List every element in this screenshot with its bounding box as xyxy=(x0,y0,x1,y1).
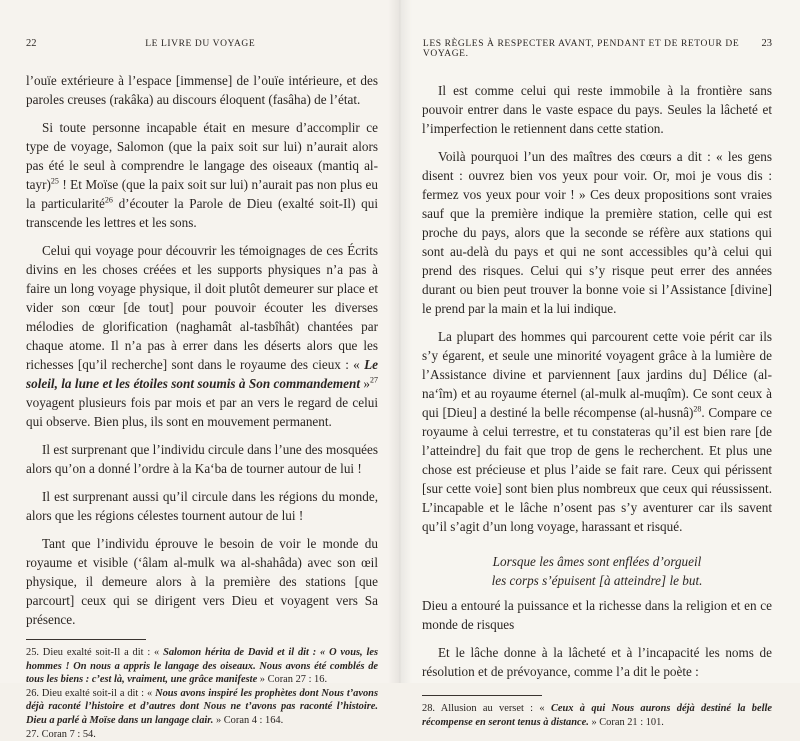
text-run: Celui qui voyage pour découvrir les témoignages de ces Écrits divins en les choses créées et les supports physiques n’a pas à faire un long voyage physique, il doit plutôt demeurer sur place et vider son cœur [de tout] pour pouvoir écouter les diverses mélodies de glorification (naghamât al-tasbîhât) chantées par chaque atome. Il n’a pas à errer dans les déserts alors que les richesses [qu’il recherche] sont dans le royaume des cieux : « xyxy=(26,243,378,372)
paragraph: Voilà pourquoi l’un des maîtres des cœurs a dit : « les gens disent : ouvrez bien vos yeux pour voir. Or, moi je vous dis : fermez vos yeux pour voir ! » Ces deux propositions sont vraies sauf que la première indique la première station, celle qui est proche du pays, alors que la seconde se réfère aux stations qui sont au-delà du pays et qui ne sont accessibles qu’à celui qui prend des risques. Celui qui s’y risque peut errer des années durant ou bien peut trouver la bonne voie si l’Assistance [divine] le prend par la main et la lui indique. xyxy=(422,149,772,316)
footnote xyxy=(26,687,378,728)
left-body-text xyxy=(26,71,378,629)
page-number: 22 xyxy=(26,38,37,49)
paragraph: Il est surprenant aussi qu’il circule dans les régions du monde, alors que les régions célestes tournent autour de lui ! xyxy=(26,489,378,523)
footnote-quote: Salomon hérita de David et il dit : « O vous, les hommes ! On nous a appris le langage des oiseaux. Nous avons été comblés de tous les biens : c’est là, vraiment, une grâce manifeste xyxy=(26,647,378,686)
quran-quote: Le soleil, la lune et les étoiles sont soumis à Son commandement xyxy=(26,357,378,391)
paragraph xyxy=(422,327,772,536)
paragraph: Il est surprenant que l’individu circule dans l’une des mosquées alors qu’on a donné l’ordre à la Ka‘ba de tourner autour de lui ! xyxy=(26,442,378,476)
paragraph: Et le lâche donne à la lâcheté et à l’incapacité les noms de résolution et de prévoyance, comme l’a dit le poète : xyxy=(422,645,772,679)
footnote-quote: Nous avons inspiré les prophètes dont Nous t’avons déjà raconté l’histoire et d’autres dont Nous ne t’avons pas raconté l’histoire. Dieu a parlé à Moïse dans un langage clair. xyxy=(26,687,378,726)
page-number: 23 xyxy=(761,38,772,49)
text-run: voyagent plusieurs fois par mois et par an vers le regard de celui qui observe. Bien plus, ils sont en mouvement permanent. xyxy=(26,395,378,429)
left-footnotes xyxy=(26,646,378,741)
paragraph: l’ouïe extérieure à l’espace [immense] de l’ouïe intérieure, et des paroles creuses (rakâka) au discours éloquent (fasâha) de l’état. xyxy=(26,73,378,107)
left-page-header xyxy=(26,38,378,49)
poem-line: Lorsque les âmes sont enflées d’orgueil xyxy=(492,554,702,569)
right-footnotes xyxy=(422,702,772,729)
footnote-tail: » Coran 21 : 101. xyxy=(591,716,664,728)
poem-line: les corps s’épuisent [à atteindre] le but. xyxy=(491,573,703,588)
footnote-rule xyxy=(422,695,542,696)
footnote-ref[interactable]: 26 xyxy=(104,195,113,205)
text-run: d’écouter la Parole de Dieu (exalté soit-Il) qui transcende les lettres et les sons. xyxy=(26,196,378,230)
paragraph xyxy=(26,118,378,232)
left-page xyxy=(0,0,400,740)
footnote xyxy=(26,646,378,687)
right-page xyxy=(400,0,800,728)
footnote xyxy=(26,728,378,741)
paragraph xyxy=(26,241,378,431)
right-body-text xyxy=(422,81,772,681)
text-run: La plupart des hommes qui parcourent cette voie périt car ils s’y égarent, et seule une minorité voyagent grâce à la lumière de l’Assistance divine et parviennent [aux jardins du] Délice (al-na‘îm) et au royaume éternel (al-mulk al-muqîm). Ce sont ceux à qui [Dieu] a destiné la belle récompense (al-husnâ) xyxy=(422,329,772,420)
paragraph: Il est comme celui qui reste immobile à la frontière sans pouvoir entrer dans le vaste espace du pays. Seules la lâcheté et l’imperfection le retiennent dans cette station. xyxy=(422,83,772,136)
footnote-lead: 26. Dieu exalté soit-il a dit : « xyxy=(26,687,153,699)
paragraph: Dieu a entouré la puissance et la richesse dans la religion et en ce monde de risques xyxy=(422,598,772,632)
text-run: ! Et Moïse (que la paix soit sur lui) n’aurait pas non plus eu la particularité xyxy=(26,177,378,211)
footnote xyxy=(422,702,772,729)
text-run: Si toute personne incapable était en mesure d’accomplir ce type de voyage, Salomon (que la paix soit sur lui) n’aurait alors pas été le seul à comprendre le langage des oiseaux (mantiq al-tayr) xyxy=(26,120,378,192)
running-head: LE LIVRE DU VOYAGE xyxy=(145,39,256,49)
paragraph: Tant que l’individu éprouve le besoin de voir le monde du royaume et visible (‘âlam al-mulk wa al-shahâda) avec son œil physique, il demeure alors à la première des stations [que parcourt] ceux qui se dirigent vers Dieu et voyagent vers Sa présence. xyxy=(26,536,378,627)
text-run: . Compare ce royaume à celui terrestre, et tu constateras qu’il est bien rare [de l’atteindre] du fait que trop de gens le recherchent. Et plus une chose est précieuse et plus l’aide se fait rare. Ceux qui périssent [sur cette voie] sont bien plus nombreux que ceux qui réussissent. L’incapable et le lâche n’osent pas s’y aventurer car ils savent qu’il s’agit d’un long voyage, harassant et risqué. xyxy=(422,405,772,534)
footnote-quote: Ceux à qui Nous aurons déjà destiné la belle récompense en seront tenus à distance. xyxy=(422,703,772,728)
footnote-rule xyxy=(26,639,146,640)
running-head: LES RÈGLES À RESPECTER AVANT, PENDANT ET DE RETOUR DE VOYAGE. xyxy=(422,39,740,59)
footnote-lead: 28. Allusion au verset : « xyxy=(422,703,545,714)
footnote-tail: » Coran 4 : 164. xyxy=(215,714,284,726)
footnote-tail: » Coran 27 : 16. xyxy=(259,674,328,686)
footnote-ref[interactable]: 25 xyxy=(50,176,59,186)
footnote-ref[interactable]: 27 xyxy=(370,375,379,385)
right-page-header xyxy=(422,38,772,59)
footnote-ref[interactable]: 28 xyxy=(693,404,702,414)
footnote-lead: 25. Dieu exalté soit-Il a dit : « xyxy=(26,647,160,658)
text-run: » xyxy=(360,376,371,391)
footnote-lead: 27. Coran 7 : 54. xyxy=(26,728,96,740)
